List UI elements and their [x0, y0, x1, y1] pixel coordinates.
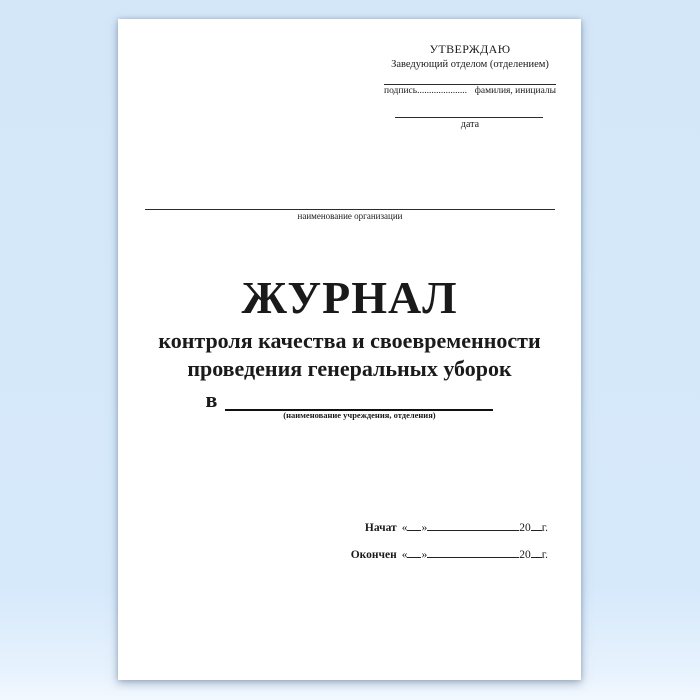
month-blank-line [427, 520, 519, 531]
organization-line [145, 209, 555, 210]
dates-block [347, 520, 548, 561]
institution-prefix: в [205, 387, 218, 412]
journal-cover-page [118, 19, 581, 680]
year-suffix: г. [541, 522, 548, 534]
day-blank-line [407, 547, 421, 558]
open-quote: « [401, 522, 408, 534]
signature-line [384, 84, 556, 85]
signature-caption [384, 86, 556, 96]
date-caption: дата [460, 119, 480, 130]
open-quote: « [401, 548, 408, 561]
signature-hint: подпись..................... [384, 86, 467, 96]
close-quote: » [421, 548, 428, 561]
started-row [347, 520, 548, 535]
finished-row [347, 547, 548, 562]
journal-title: ЖУРНАЛ [241, 272, 458, 323]
organization-block [145, 209, 555, 221]
year-prefix: 20 [519, 548, 531, 561]
approval-block [384, 42, 556, 130]
year-blank-line [531, 520, 542, 531]
institution-blank-line [225, 389, 493, 420]
year-suffix: г. [541, 548, 548, 561]
year-prefix: 20 [519, 522, 531, 534]
journal-subtitle-1: контроля качества и своевременности [158, 328, 541, 353]
started-label: Начат [364, 522, 397, 534]
name-initials-hint: фамилия, инициалы [474, 86, 556, 96]
institution-row [118, 387, 581, 420]
finished-label: Окончен [350, 548, 397, 561]
year-blank-line [531, 547, 542, 558]
approval-position: Заведующий отделом (отделением) [391, 59, 549, 70]
journal-subtitle-2: проведения генеральных уборок [187, 355, 512, 381]
title-block [118, 272, 581, 420]
date-line [395, 117, 543, 118]
month-blank-line [427, 547, 519, 558]
close-quote: » [421, 522, 428, 534]
organization-caption: наименование организации [297, 211, 403, 221]
institution-caption: (наименование учреждения, отделения) [283, 410, 436, 420]
approval-title: УТВЕРЖДАЮ [429, 42, 511, 56]
day-blank-line [407, 520, 421, 531]
